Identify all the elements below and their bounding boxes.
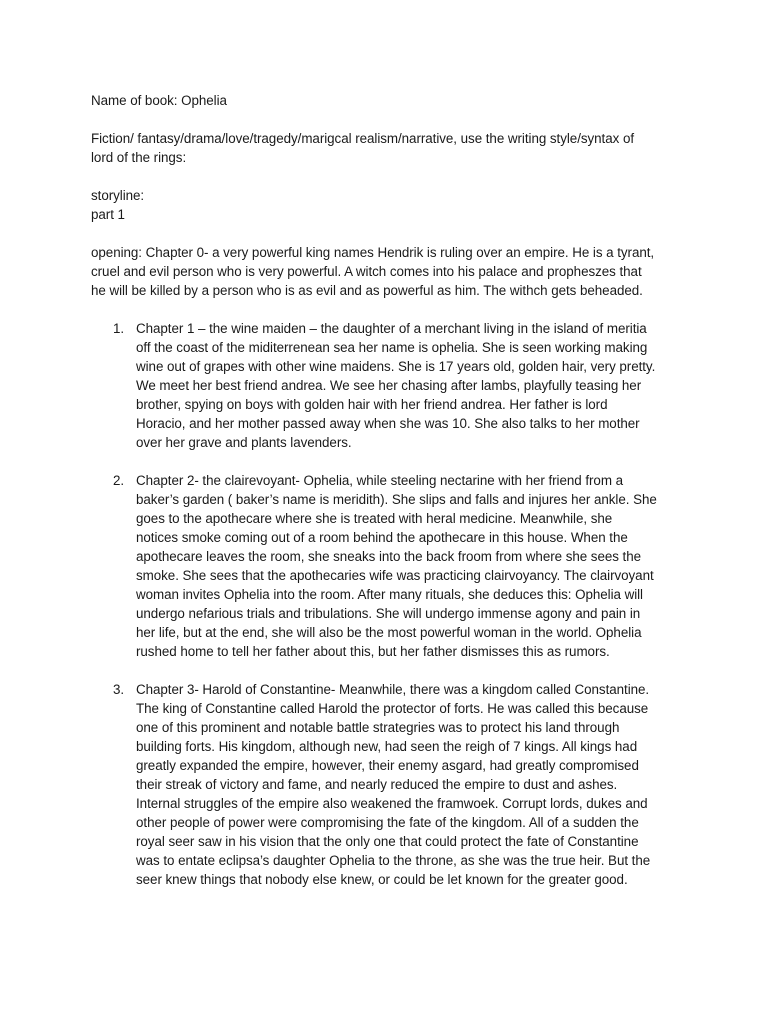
list-number: 1. xyxy=(113,321,125,336)
chapter-text xyxy=(136,319,681,452)
chapter-line: apothecare leaves the room, she sneaks into the back froom from where she sees the xyxy=(136,549,642,564)
chapter-line: Horacio, and her mother passed away when she was 10. She also talks to her mother xyxy=(136,416,640,431)
genre-paragraph xyxy=(91,129,681,167)
opening-line: cruel and evil person who is very powerful. A witch comes into his palace and propheszes that xyxy=(91,264,642,279)
chapter-line: baker’s garden ( baker’s name is meridith). She slips and falls and injures her ankle. She xyxy=(136,492,657,507)
storyline-heading: storyline: xyxy=(91,188,145,203)
chapter-line: Chapter 1 – the wine maiden – the daughter of a merchant living in the island of meritia xyxy=(136,321,647,336)
chapter-line: We meet her best friend andrea. We see her chasing after lambs, playfully teasing her xyxy=(136,378,642,393)
chapter-line: one of this prominent and notable battle strategries was to protect his land through xyxy=(136,720,620,735)
chapter-line: brother, spying on boys with golden hair with her friend andrea. Her father is lord xyxy=(136,397,608,412)
chapter-line: other people of power were compromising the fate of the kingdom. All of a sudden the xyxy=(136,815,639,830)
chapter-line: woman invites Ophelia into the room. After many rituals, she deduces this: Ophelia will xyxy=(136,587,643,602)
chapter-line: royal seer saw in his vision that the only one that could protect the fate of Constantine xyxy=(136,834,639,849)
chapter-line: Internal struggles of the empire also weakened the framwoek. Corrupt lords, dukes and xyxy=(136,796,648,811)
chapter-line: seer knew things that nobody else knew, or could be let known for the greater good. xyxy=(136,872,628,887)
chapter-line: rushed home to tell her father about this, but her father dismisses this as rumors. xyxy=(136,644,610,659)
chapter-line: her life, but at the end, she will also be the most powerful woman in the world. Ophelia xyxy=(136,625,642,640)
document-body xyxy=(91,91,681,908)
book-title-line: Name of book: Ophelia xyxy=(91,93,227,108)
chapter-line: Chapter 3- Harold of Constantine- Meanwhile, there was a kingdom called Constantine. xyxy=(136,682,650,697)
chapter-line: notices smoke coming out of a room behind the apothecare in this house. When the xyxy=(136,530,628,545)
opening-paragraph xyxy=(91,243,681,300)
list-number: 3. xyxy=(113,682,125,697)
chapter-item-2 xyxy=(91,471,681,661)
opening-line: he will be killed by a person who is as evil and as powerful as him. The withch gets beheaded. xyxy=(91,283,643,298)
chapter-item-3 xyxy=(91,680,681,889)
chapter-line: smoke. She sees that the apothecaries wife was practicing clairvoyancy. The clairvoyant xyxy=(136,568,654,583)
part-label: part 1 xyxy=(91,207,125,222)
chapter-line: over her grave and plants lavenders. xyxy=(136,435,352,450)
opening-line: opening: Chapter 0- a very powerful king names Hendrik is ruling over an empire. He is a tyrant, xyxy=(91,245,655,260)
chapter-item-1 xyxy=(91,319,681,452)
chapter-line: their streak of victory and fame, and nearly reduced the empire to dust and ashes. xyxy=(136,777,618,792)
chapter-list xyxy=(91,319,681,889)
list-number: 2. xyxy=(113,473,125,488)
genre-line: Fiction/ fantasy/drama/love/tragedy/marigcal realism/narrative, use the writing style/syntax of xyxy=(91,131,635,146)
chapter-line: undergo nefarious trials and tribulations. She will undergo immense agony and pain in xyxy=(136,606,641,621)
genre-line: lord of the rings: xyxy=(91,150,187,165)
chapter-line: was to entate eclipsa’s daughter Ophelia to the throne, as she was the true heir. But the xyxy=(136,853,651,868)
storyline-paragraph xyxy=(91,186,681,224)
chapter-line: Chapter 2- the clairevoyant- Ophelia, while steeling nectarine with her friend from a xyxy=(136,473,623,488)
chapter-text xyxy=(136,471,681,661)
chapter-line: building forts. His kingdom, although new, had seen the reigh of 7 kings. All kings had xyxy=(136,739,638,754)
chapter-line: The king of Constantine called Harold the protector of forts. He was called this because xyxy=(136,701,649,716)
chapter-line: wine out of grapes with other wine maidens. She is 17 years old, golden hair, very pretty. xyxy=(136,359,656,374)
chapter-text xyxy=(136,680,681,889)
book-title-paragraph xyxy=(91,91,681,110)
chapter-line: goes to the apothecare where she is treated with heral medicine. Meanwhile, she xyxy=(136,511,613,526)
chapter-line: off the coast of the miditerrenean sea her name is ophelia. She is seen working making xyxy=(136,340,648,355)
chapter-line: greatly expanded the empire, however, their enemy asgard, had greatly compromised xyxy=(136,758,639,773)
